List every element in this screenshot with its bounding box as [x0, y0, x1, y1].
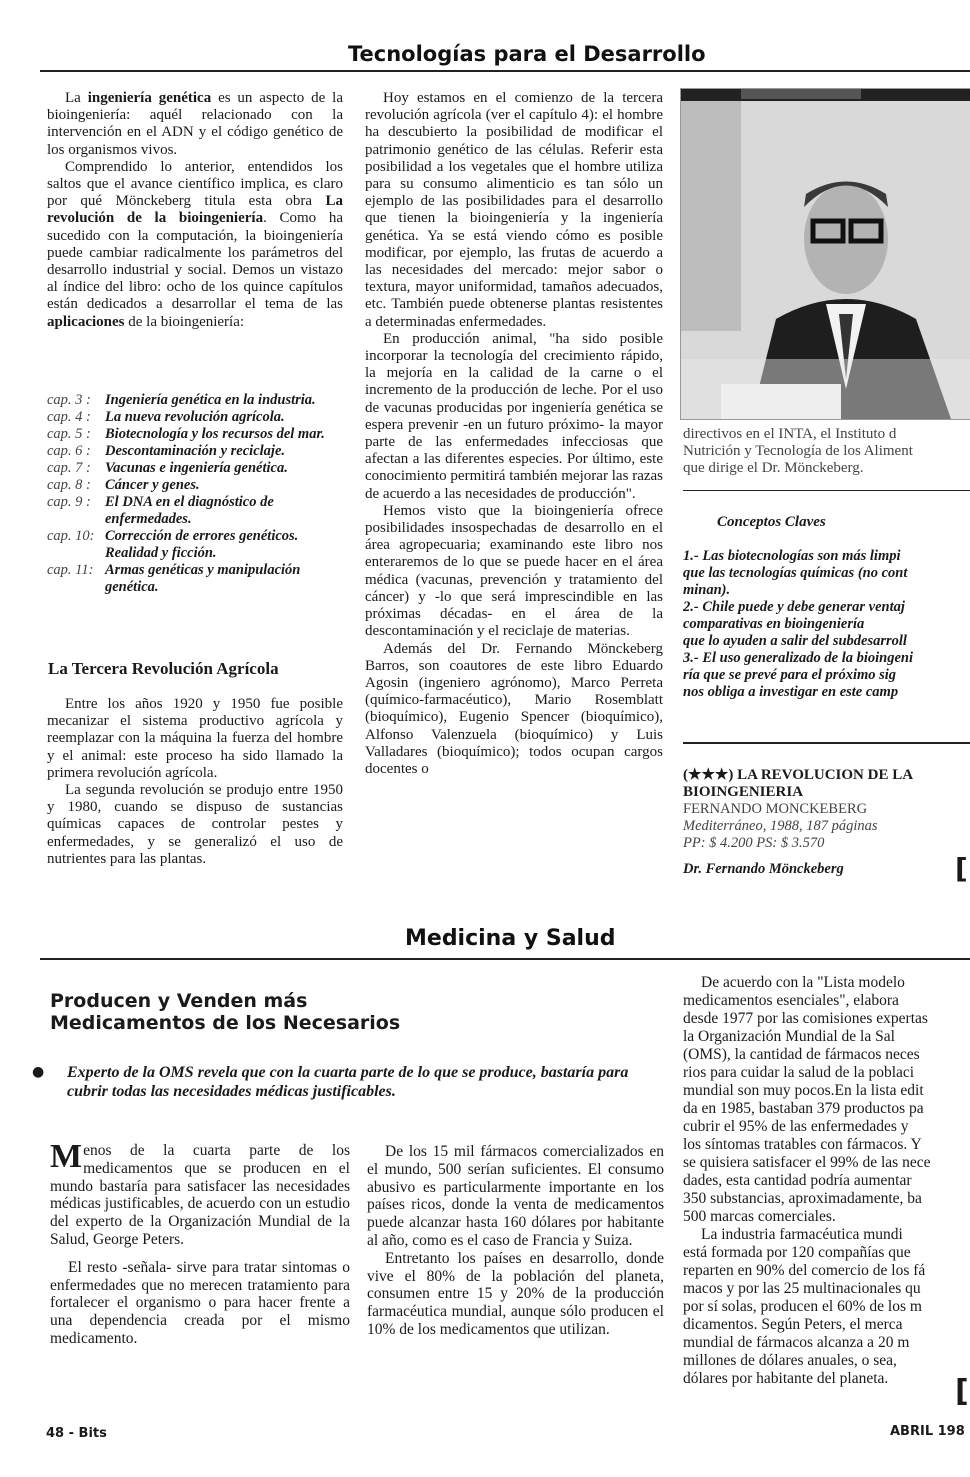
chapter-item: cap. 4 : La nueva revolución agrícola.: [47, 409, 285, 425]
subhead-tercera-revolucion: La Tercera Revolución Agrícola: [48, 659, 279, 678]
page-number: 48 - Bits: [46, 1426, 107, 1441]
book-title: (★★★) LA REVOLUCION DE LA: [683, 767, 914, 783]
paragraph: La segunda revolución se produjo entre 1950 y 1980, cuando se dispuso de sustancias químicas capaces de controlar pestes y enfermedades, y se generalizó el uso de nutrientes para las plantas.: [47, 782, 343, 867]
paragraph: Entre los años 1920 y 1950 fue posible mecanizar el sistema productivo agrícola y reemplazar con la máquina la fuerza del hombre y el animal: este proceso ha sido llamado la primera revolución agrícola.: [47, 696, 343, 781]
chapter-item: cap. 9 : El DNA en el diagnóstico de enfermedades.: [47, 494, 274, 527]
chapter-list: [47, 392, 345, 596]
photo-caption: directivos en el INTA, el Instituto d Nutrición y Tecnología de los Aliment que dirige el Dr. Mönckeberg.: [683, 426, 913, 476]
article-headline: Producen y Venden más Medicamentos de los Necesarios: [50, 990, 401, 1034]
chapter-item: cap. 11: Armas genéticas y manipulación genética.: [47, 562, 301, 595]
concepts-list: 1.- Las biotecnologías son más limpi que las tecnologías químicas (no cont minan). 2.- Chile puede y debe generar ventaj comparativas en bioingeniería que lo ayuden a salir del subdesarroll 3.- El uso generalizado de la bioingeni ría que se prevé para el próximo sig nos obliga a investigar en este camp: [683, 548, 914, 700]
chapter-item: cap. 8 : Cáncer y genes.: [47, 477, 200, 493]
concepts-divider: [683, 742, 970, 744]
chapter-item: cap. 5 : Biotecnología y los recursos del mar.: [47, 426, 325, 442]
mid-rule: [40, 958, 970, 960]
issue-date: ABRIL 198: [890, 1424, 965, 1439]
end-bracket-icon: [: [955, 852, 968, 885]
paragraph: Menos de la cuarta parte de los medicamentos que se producen en el mundo bastaría para satisfacer las necesidades médicas justificables, de acuerdo con un estudio del experto de la Organización Mundial de la Salud, George Peters.: [50, 1138, 350, 1248]
paragraph: El resto -señala- sirve para tratar sintomas o enfermedades que no merecen tratamiento para fortalecer el organismo o para hacer frente a una dependencia creada por el mismo medicamento.: [50, 1258, 350, 1347]
chapter-item: cap. 7 : Vacunas e ingeniería genética.: [47, 460, 288, 476]
section-title-medicina: Medicina y Salud: [405, 926, 616, 951]
med-column-3: De acuerdo con la "Lista modelo medicamentos esenciales", elabora desde 1977 por las comisiones expertas la Organización Mundial de la Sal (OMS), la cantidad de fármacos neces rios para cuidar la salud de la poblaci mundial son muy pocos.En la lista edit da en 1985, bastaban 379 productos pa cubrir el 95% de las enfermedades y los síntomas tratables con fármacos. Y se quisiera satisfacer el 99% de las nece dades, esta cantidad podría aumentar 350 substancias, aproximadamente, ba 500 marcas comerciales. La industria farmacéutica mundi está formada por 120 compañías que reparten en 90% del comercio de los fá macos y por las 25 multinacionales qu por sí solas, producen el 60% de los m dicamentos. Según Peters, el merca mundial de fármacos alcanza a 20 m millones de dólares anuales, o sea, dólares por habitante del planeta.: [683, 974, 931, 1387]
chapter-item: cap. 3 : Ingeniería genética en la industria.: [47, 392, 316, 408]
book-paragraph: Comprendido lo anterior, entendidos los saltos que el avance científico implica, es claro por qué Mönckeberg titula esta obra La revolución de la bioingeniería. Como ha sucedido con la computación, la bioingeniería puede cambiar radicalmente los parámetros del desarrollo industrial y social. Demos un vistazo al índice del libro: ocho de los quince capítulos están dedicados a desarrollar el tema de las aplicaciones de la bioingeniería:: [47, 158, 343, 330]
paragraph: De los 15 mil fármacos comercializados en el mundo, 500 serían suficientes. El consumo abusivo es particularmente importante en los países ricos, donde la venta de medicamentos puede alcanzar hasta 160 dólares por habitante al año, como es el caso de Francia y Suiza.: [367, 1143, 664, 1249]
book-publisher: Mediterráneo, 1988, 187 páginas: [683, 818, 878, 834]
book-title: BIOINGENIERIA: [683, 784, 804, 800]
book-price: PP: $ 4.200 PS: $ 3.570: [683, 835, 825, 851]
concepts-title: Conceptos Claves: [717, 514, 826, 530]
bullet-icon: ●: [32, 1064, 45, 1080]
dropcap: M: [50, 1138, 83, 1175]
med-column-1: [50, 1138, 350, 1348]
book-info: [683, 767, 970, 878]
term-aplicaciones: aplicaciones: [47, 313, 125, 330]
portrait-illustration: [681, 89, 970, 419]
top-rule: [40, 70, 970, 72]
book-author: FERNANDO MONCKEBERG: [683, 801, 868, 817]
end-bracket-icon: [: [955, 1374, 969, 1409]
article-column-2: [365, 90, 663, 778]
chapter-item: cap. 10: Corrección de errores genéticos. Realidad y ficción.: [47, 528, 299, 561]
paragraph: Entretanto los países en desarrollo, donde vive el 80% de la población del planeta, consumen entre 15 y 20% de la producción farmacéutica mundial, aunque sólo producen el 10% de los medicamentos que utilizan.: [367, 1249, 664, 1338]
article-lead: Experto de la OMS revela que con la cuarta parte de lo que se produce, bastaría para cubrir todas las necesidades médicas justificables.: [67, 1064, 629, 1100]
chapter-item: cap. 6 : Descontaminación y reciclaje.: [47, 443, 286, 459]
paragraph: Hemos visto que la bioingeniería ofrece posibilidades insospechadas de desarrollo en el área agropecuaria; examinando este libro nos enteraremos de lo que se puede hacer en el área médica (vacunas, prevención y tratamiento del cáncer) y -lo que será imprescindible en las próximas décadas- en el área de la descontaminación y el reciclaje de materias.: [365, 502, 663, 640]
book-title-inline: La revolución de la bioingeniería: [47, 193, 343, 227]
term-ingenieria-genetica: ingeniería genética: [87, 90, 212, 106]
article-column-1-bottom: [47, 696, 343, 868]
caption-divider: [683, 490, 970, 491]
paragraph: Además del Dr. Fernando Mönckeberg Barros, son coautores de este libro Eduardo Agosin (ingeniero agrónomo), Marco Perreta (químico-farmacéutico), Mario Rosemblatt (bioquímico), Eugenio Spencer (bioquímico), Alfonso Valenzuela (bioquímico) y Luis Valladares (bioquímico); todos ocupan cargos docentes o: [365, 640, 663, 777]
section-title-tecnologias: Tecnologías para el Desarrollo: [348, 42, 706, 66]
paragraph: Hoy estamos en el comienzo de la tercera revolución agrícola (ver el capítulo 4): el hombre ha descubierto la posibilidad de modificar el patrimonio genético de las células. Referir esta posibilidad a los vegetales que el hombre utiliza para su consumo alimenticio es tan sólo un ejemplo de las posibilidades para el desarrollo que tienen la bioingeniería y la ingeniería genética. Ya se está viendo cómo es posible modificar, por ejemplo, las frutas de acuerdo a las necesidades del mercado: mejor sabor o textura, mayor uniformidad, tamaños adecuados, etc. También puede obtenerse plantas resistentes a determinadas enfermedades.: [365, 90, 663, 330]
article-column-1: [47, 90, 343, 331]
paragraph: En producción animal, "ha sido posible incorporar la tecnología del crecimiento rápido, la mejoría en la calidad de la carne o el incremento de la producción de leche. Por el uso de vacunas producidas por ingeniería genética se espera prevenir -en un futuro próximo- la mayor parte de las enfermedades infecciosas que afectan a las diferentes especies. Por último, este conocimiento permitirá también mejorar las razas de acuerdo a las necesidades de producción".: [365, 330, 663, 502]
photo-credit: Dr. Fernando Mönckeberg: [683, 861, 844, 877]
portrait-photo: [680, 88, 970, 420]
intro-paragraph: La ingeniería genética es un aspecto de la bioingeniería: aquél relacionado con la intervención en el ADN y el código genético de los organismos vivos.: [47, 90, 343, 158]
med-column-2: [367, 1143, 664, 1339]
